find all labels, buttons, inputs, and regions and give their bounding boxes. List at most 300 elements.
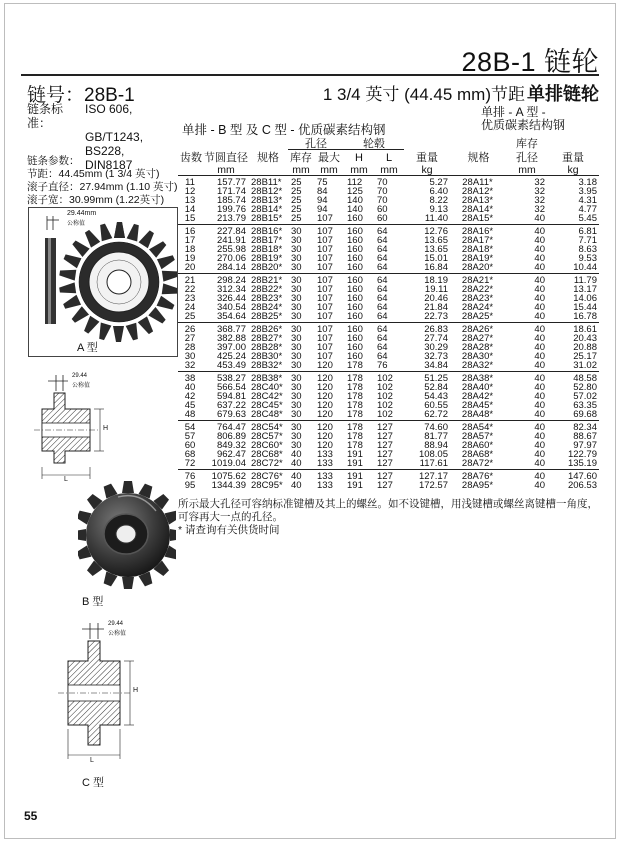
cell-weight: 27.74 [424,332,448,344]
cell-pitch-dia: 637.22 [216,399,246,411]
cell-hub-l: 102 [377,399,393,411]
cell-hub-l: 64 [377,283,388,295]
figure-a-label: A 型 [77,342,98,354]
cell-weight: 18.19 [424,274,448,286]
cell-teeth: 72 [178,459,204,470]
cell-bore-max: 120 [317,430,333,442]
header-hub-l: L [385,152,393,164]
cell-bore-max: 133 [314,459,344,470]
cell-pitch-dia: 326.44 [216,292,246,304]
cell-weight: 15.01 [424,252,448,264]
cell-bore-max: 107 [317,301,333,313]
cell-hub-h: 191 [347,448,363,460]
cell-bore-a: 40 [507,361,547,372]
cell-bore-max: 120 [314,410,344,421]
table-body [178,175,599,490]
cell-bore-max: 107 [314,263,344,274]
cell-bore-a: 40 [534,350,545,362]
cell-teeth: 45 [184,399,196,411]
cell-pitch-dia: 425.24 [216,350,246,362]
cell-weight: 108.05 [418,448,448,460]
cell-bore-a: 40 [534,252,545,264]
param-line: 滚子直径：27.94mm (1.10 英寸) [27,181,178,193]
cell-bore-stock: 30 [291,332,302,344]
cell-bore-a: 32 [534,203,545,215]
cell-model-a: 28A26* [461,323,494,335]
cell-bore-stock: 30 [291,274,302,286]
cell-hub-l: 64 [377,332,388,344]
cell-bore-a: 32 [534,194,545,206]
cell-hub-h: 160 [347,292,363,304]
cell-weight: 16.84 [404,263,450,274]
cell-bore-a: 40 [534,225,545,237]
table-row [178,410,599,421]
cell-bore-stock: 30 [291,234,302,246]
cell-weight: 34.84 [404,361,450,372]
header-bore-max: 最大 [318,152,340,164]
cell-model: 28C45* [251,399,283,411]
cell-hub-l: 64 [377,225,388,237]
cell-hub-h: 160 [347,301,363,313]
cell-hub-l: 64 [377,274,388,286]
header-weight: 重量 [416,152,438,164]
table-row [178,214,599,225]
header-pitch-dia: 节圆直径 [204,152,248,164]
cell-hub-l: 70 [377,194,388,206]
cell-weight: 60.55 [424,399,448,411]
cell-model: 28B15* [248,214,288,225]
cell-model-a: 28A24* [461,301,494,313]
cell-model: 28C54* [251,421,283,433]
cell-bore-a: 40 [534,399,545,411]
cell-bore-max: 107 [317,332,333,344]
cell-bore-a: 40 [534,292,545,304]
cell-bore-max: 107 [317,323,333,335]
cell-teeth: 26 [184,323,196,335]
cell-bore-a: 40 [534,448,545,460]
cell-hub-h: 178 [347,381,363,393]
cell-bore-a: 40 [507,410,547,421]
table-row [178,175,599,187]
cell-model: 28C68* [251,448,283,460]
title-divider [21,74,599,76]
product-kind: 单排链轮 [527,84,599,104]
cell-hub-h: 191 [347,470,363,482]
cell-model-a: 28A14* [461,203,494,215]
cell-bore-stock: 30 [291,372,302,384]
cell-bore-max: 120 [317,381,333,393]
figure-b-label: B 型 [82,596,104,608]
cell-weight: 6.40 [429,185,448,197]
cell-weight-a: 6.81 [578,225,597,237]
cell-bore-stock: 25 [291,185,302,197]
cell-hub-l: 76 [374,361,404,372]
figure-b-dim: 29.44 [72,373,88,379]
cell-bore-stock: 30 [291,399,302,411]
cell-weight: 127.17 [418,470,448,482]
cell-weight-a: 57.02 [573,390,597,402]
cell-hub-l: 64 [377,323,388,335]
cell-pitch-dia: 594.81 [216,390,246,402]
unit-mm: mm [380,163,398,176]
cell-pitch-dia: 157.77 [216,176,246,188]
cell-teeth: 95 [184,479,196,491]
cell-pitch-dia: 679.63 [204,410,248,421]
cell-model: 28B13* [251,194,283,206]
cell-model-a: 28A40* [461,381,494,393]
cell-bore-max: 120 [317,399,333,411]
cell-bore-stock: 30 [291,301,302,313]
header-bore-a-stock: 库存 [516,138,538,150]
cell-hub-h: 160 [347,341,363,353]
cell-hub-h: 140 [347,194,363,206]
cell-model: 28C72* [248,459,288,470]
cell-bore-max: 107 [317,274,333,286]
cell-hub-l: 102 [377,381,393,393]
table-row [178,371,599,383]
cell-weight: 19.11 [424,283,448,295]
cell-pitch-dia: 199.76 [216,203,246,215]
standard-item: DIN8187 [85,158,133,172]
cell-model-a: 28A30* [461,350,494,362]
cell-weight-a: 206.53 [567,479,597,491]
table-row [178,361,599,372]
cell-teeth: 21 [184,274,196,286]
cell-bore-stock: 40 [291,448,302,460]
cell-model: 28B38* [251,372,283,384]
cell-bore-max: 107 [314,214,344,225]
cell-weight: 26.83 [424,323,448,335]
cell-hub-h: 160 [347,252,363,264]
cell-bore-stock: 30 [291,390,302,402]
cell-model: 28B27* [251,332,283,344]
cell-bore-max: 75 [317,176,328,188]
cell-model: 28B12* [251,185,283,197]
header-teeth: 齿数 [180,152,202,164]
note-line: 可容再大一点的孔径。 [178,511,283,523]
param-line: 节距：44.45mm (1 3/4 英寸) [27,168,160,180]
cell-weight: 11.40 [404,214,450,225]
unit-kg: kg [567,163,579,176]
cell-hub-h: 178 [344,361,374,372]
cell-teeth: 23 [184,292,196,304]
cell-model-a: 28A16* [461,225,494,237]
cell-bore-a: 40 [534,332,545,344]
cell-weight-a: 9.53 [578,252,597,264]
unit-mm: mm [292,163,310,176]
cell-hub-h: 160 [347,234,363,246]
cell-bore-a: 40 [534,390,545,402]
sprocket-b-photo [78,479,176,591]
cell-hub-h: 178 [347,430,363,442]
cell-teeth: 30 [184,350,196,362]
cell-hub-l: 102 [374,410,404,421]
cell-hub-h: 178 [347,390,363,402]
cell-bore-max: 120 [317,439,333,451]
cell-weight: 5.27 [429,176,448,188]
cell-weight-a: 82.34 [573,421,597,433]
cell-pitch-dia: 340.54 [216,301,246,313]
cell-bore-a: 40 [507,459,547,470]
cell-bore-a: 40 [534,421,545,433]
cell-pitch-dia: 1075.62 [211,470,246,482]
cell-pitch-dia: 213.79 [204,214,248,225]
table-row [178,469,599,481]
cell-teeth: 12 [184,185,196,197]
cell-model-a: 28A38* [461,372,494,384]
figure-b-dim-sub: 公称值 [72,383,91,389]
cell-bore-a: 40 [507,312,547,323]
note-line: * 请查询有关供货时间 [178,524,280,536]
pitch-text: 1 3/4 英寸 (44.45 mm)节距 [322,85,525,104]
cell-weight-a: 11.79 [573,274,597,286]
cell-bore-a: 40 [534,283,545,295]
cell-hub-h: 178 [347,439,363,451]
cell-model: 28B19* [251,252,283,264]
cell-bore-stock: 30 [288,410,314,421]
sprocket-table [178,135,599,490]
cell-model-a: 28A45* [461,399,494,411]
cell-hub-h: 140 [347,203,363,215]
cell-weight: 8.22 [429,194,448,206]
standards-label: 链条标准： [27,102,64,130]
cell-weight: 62.72 [404,410,450,421]
figure-a-dim-sub: 公称值 [67,221,86,227]
table-caption-a [481,106,565,132]
cell-hub-l: 64 [377,350,388,362]
unit-mm: mm [350,163,368,176]
unit-mm: mm [518,163,536,176]
cell-weight-a: 3.18 [578,176,597,188]
cell-teeth: 57 [184,430,196,442]
cell-bore-a: 40 [534,274,545,286]
cell-bore-stock: 30 [291,323,302,335]
sprocket-c-section [28,617,178,767]
cell-model-a: 28A23* [461,292,494,304]
cell-teeth: 60 [184,439,196,451]
cell-teeth: 18 [184,243,196,255]
cell-hub-l: 60 [377,203,388,215]
cell-hub-l: 64 [374,312,404,323]
cell-hub-h: 178 [347,372,363,384]
cell-teeth: 17 [184,234,196,246]
cell-pitch-dia: 764.47 [216,421,246,433]
cell-bore-stock: 30 [288,263,314,274]
param-line: 滚子宽：30.99mm (1.22英寸) [27,194,165,206]
cell-teeth: 19 [184,252,196,264]
cell-model-a: 28A54* [461,421,494,433]
cell-hub-h: 191 [347,479,363,491]
caption-a-line: 单排 - A 型 - [481,105,546,119]
cell-bore-max: 107 [317,234,333,246]
cell-model: 28B20* [248,263,288,274]
cell-bore-stock: 40 [288,459,314,470]
cell-bore-stock: 30 [291,341,302,353]
cell-bore-max: 120 [317,390,333,402]
cell-weight: 12.76 [424,225,448,237]
chain-parameters [27,155,178,207]
cell-bore-max: 133 [317,479,333,491]
cell-weight-a: 4.77 [578,203,597,215]
unit-mm: mm [320,163,338,176]
cell-model-a: 28A20* [450,263,507,274]
cell-hub-l: 70 [377,176,388,188]
caption-a-line: 优质碳素结构钢 [481,118,566,132]
cell-weight: 32.73 [424,350,448,362]
cell-bore-stock: 30 [291,430,302,442]
cell-weight-a: 3.95 [578,185,597,197]
cell-teeth: 13 [184,194,196,206]
cell-weight: 22.73 [404,312,450,323]
cell-bore-stock: 30 [291,225,302,237]
cell-weight-a: 5.45 [547,214,599,225]
cell-bore-a: 40 [534,301,545,313]
product-subtitle [323,80,599,106]
cell-model-a: 28A60* [461,439,494,451]
cell-bore-max: 107 [317,252,333,264]
cell-teeth: 38 [184,372,196,384]
cell-model-a: 28A11* [462,176,493,188]
cell-weight: 51.25 [424,372,448,384]
cell-pitch-dia: 1019.04 [204,459,248,470]
cell-model: 28C76* [251,470,283,482]
figure-c-dim-sub: 公称值 [108,631,127,637]
cell-hub-l: 64 [377,243,388,255]
cell-hub-l: 127 [377,470,393,482]
cell-weight-a: 25.17 [573,350,597,362]
cell-weight-a: 88.67 [573,430,597,442]
cell-model: 28B22* [251,283,283,295]
cell-hub-l: 64 [377,252,388,264]
cell-model: 28C48* [248,410,288,421]
cell-bore-max: 107 [317,341,333,353]
cell-bore-max: 133 [317,448,333,460]
figure-type-a [28,207,178,357]
unit-mm: mm [217,163,235,176]
cell-bore-a: 40 [534,234,545,246]
cell-pitch-dia: 397.00 [216,341,246,353]
cell-model: 28B24* [251,301,283,313]
cell-weight: 13.65 [424,234,448,246]
cell-bore-a: 40 [534,341,545,353]
figure-c-label: C 型 [82,777,104,789]
cell-bore-stock: 30 [291,350,302,362]
cell-weight-a: 122.79 [567,448,597,460]
header-bore-a: 孔径 [516,152,538,164]
cell-hub-h: 178 [347,421,363,433]
cell-pitch-dia: 185.74 [216,194,246,206]
cell-bore-max: 107 [317,243,333,255]
table-row [178,481,599,490]
cell-bore-stock: 25 [288,214,314,225]
cell-bore-a: 32 [534,185,545,197]
cell-pitch-dia: 538.27 [216,372,246,384]
cell-weight-a: 10.44 [547,263,599,274]
cell-weight-a: 13.17 [573,283,597,295]
cell-bore-stock: 30 [291,439,302,451]
cell-bore-a: 40 [534,439,545,451]
table-row [178,459,599,470]
cell-model-a: 28A13* [461,194,494,206]
cell-teeth: 11 [185,176,195,188]
figure-c-l: L [90,757,94,764]
cell-bore-stock: 40 [291,470,302,482]
cell-bore-max: 107 [317,283,333,295]
cell-hub-l: 70 [377,185,388,197]
cell-weight: 21.84 [424,301,448,313]
cell-weight-a: 20.88 [573,341,597,353]
cell-teeth: 68 [184,448,196,460]
cell-bore-a: 40 [534,323,545,335]
cell-bore-stock: 25 [291,176,302,188]
cell-weight: 52.84 [424,381,448,393]
cell-model-a: 28A18* [461,243,494,255]
cell-hub-h: 160 [347,243,363,255]
cell-model: 28B21* [251,274,283,286]
header-weight-a: 重量 [562,152,584,164]
cell-bore-stock: 30 [291,252,302,264]
cell-model-a: 28A48* [450,410,507,421]
figure-c-dim: 29.44 [108,621,124,627]
cell-bore-max: 107 [317,225,333,237]
cell-model: 28B11* [251,176,282,188]
cell-bore-max: 120 [317,421,333,433]
cell-weight-a: 97.97 [573,439,597,451]
cell-bore-max: 94 [317,194,328,206]
cell-hub-h: 160 [344,312,374,323]
standard-item: ISO 606, [85,102,133,116]
cell-model: 28B17* [251,234,283,246]
cell-hub-l: 60 [374,214,404,225]
cell-bore-a: 40 [507,263,547,274]
cell-teeth: 24 [184,301,196,313]
cell-pitch-dia: 1344.39 [211,479,246,491]
cell-weight: 30.29 [424,341,448,353]
cell-teeth: 42 [184,390,196,402]
cell-hub-h: 160 [347,274,363,286]
cell-model-a: 28A22* [461,283,494,295]
cell-weight-a: 7.71 [578,234,597,246]
cell-teeth: 27 [184,332,196,344]
cell-bore-a: 40 [534,372,545,384]
cell-model: 28C57* [251,430,283,442]
cell-weight-a: 147.60 [567,470,597,482]
cell-teeth: 20 [178,263,204,274]
cell-pitch-dia: 806.89 [216,430,246,442]
cell-hub-l: 102 [377,372,393,384]
cell-pitch-dia: 566.54 [216,381,246,393]
cell-weight-a: 135.19 [547,459,599,470]
cell-model-a: 28A25* [450,312,507,323]
cell-bore-max: 94 [317,203,328,215]
table-row [178,312,599,323]
page-number: 55 [24,809,38,823]
cell-teeth: 76 [184,470,196,482]
cell-teeth: 32 [178,361,204,372]
cell-hub-l: 64 [377,341,388,353]
cell-bore-a: 40 [534,470,545,482]
cell-hub-h: 160 [344,263,374,274]
header-model-a: 规格 [467,152,490,164]
cell-bore-max: 120 [314,361,344,372]
cell-teeth: 28 [184,341,196,353]
cell-model: 28B16* [251,225,283,237]
cell-hub-h: 191 [344,459,374,470]
cell-pitch-dia: 368.77 [216,323,246,335]
cell-weight-a: 63.35 [573,399,597,411]
cell-weight: 9.13 [429,203,448,215]
table-caption-b-c: 单排 - B 型 及 C 型 - 优质碳素结构钢 [182,123,386,137]
